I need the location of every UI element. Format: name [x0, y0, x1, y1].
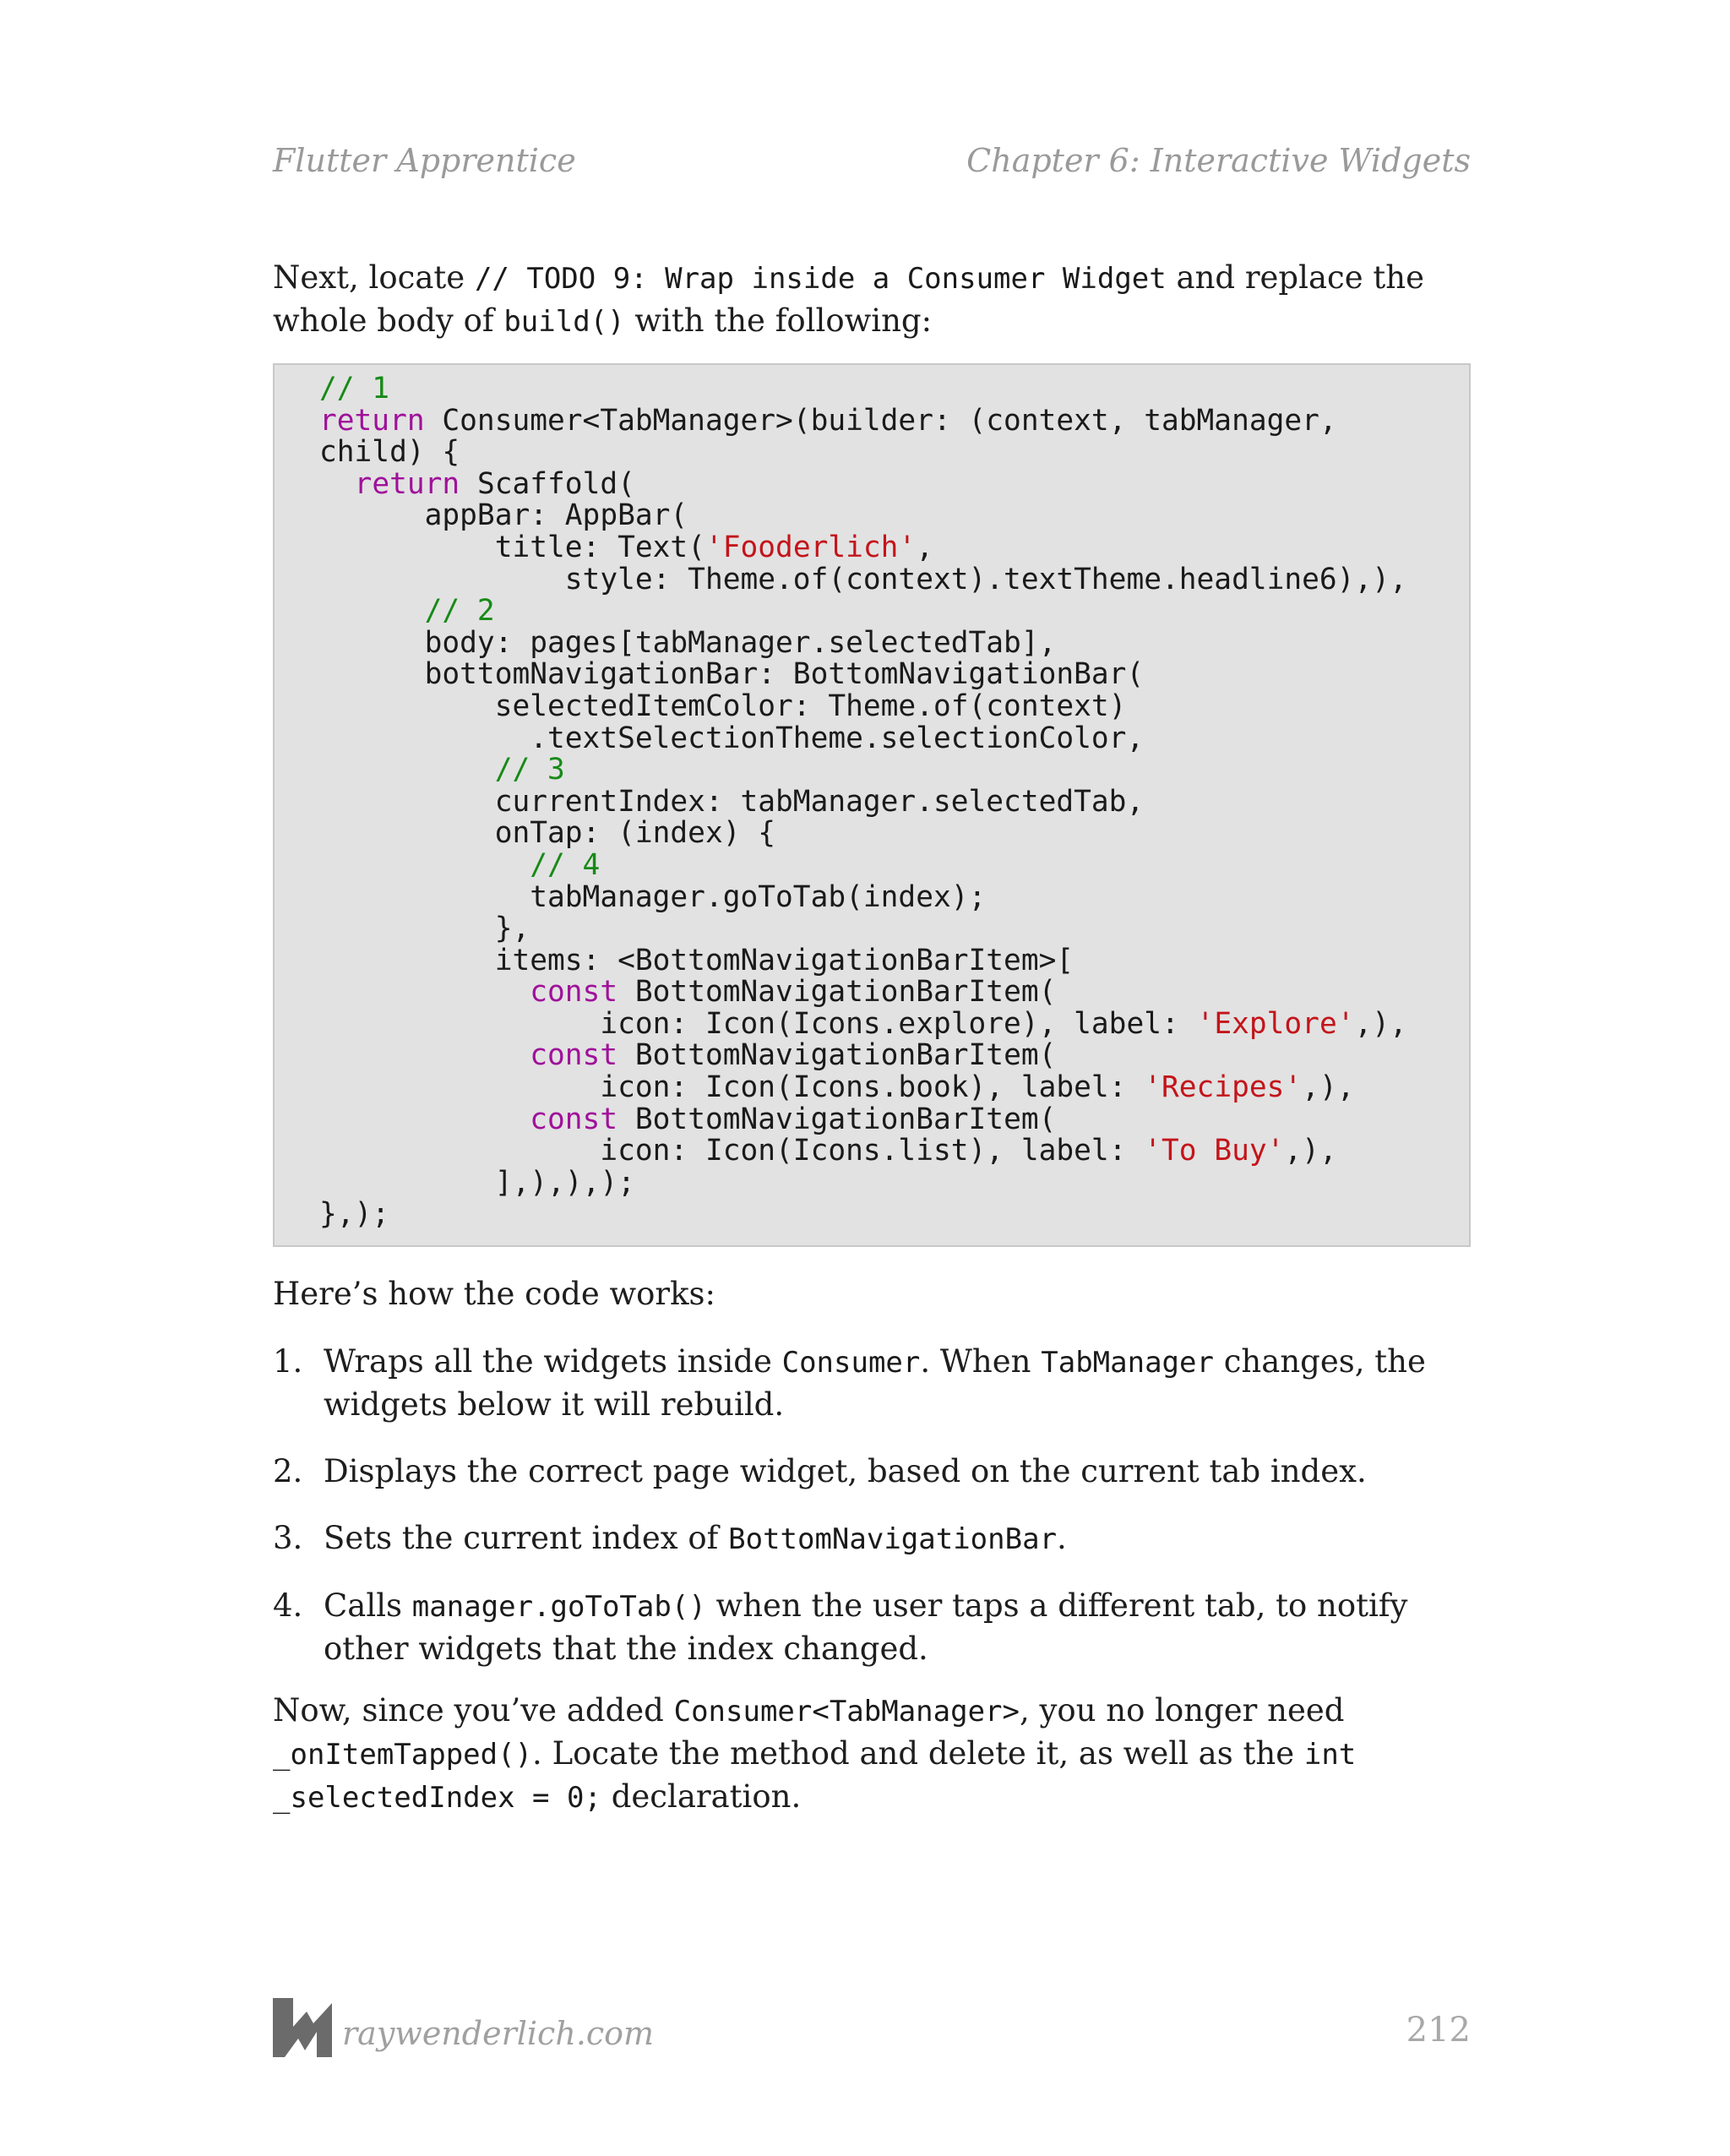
code-line — [319, 879, 1469, 914]
step-text: . When — [920, 1343, 1042, 1380]
code-line — [319, 754, 1469, 787]
closing-text-4: declaration. — [601, 1778, 802, 1815]
code-token-plain: ,), — [1302, 1070, 1355, 1105]
closing-text-3: . Locate the method and delete it, as well as the — [532, 1735, 1304, 1772]
code-token-plain — [319, 753, 495, 787]
code-token-plain: , — [916, 530, 933, 564]
code-token-plain: .textSelectionTheme.selectionColor, — [319, 721, 1145, 755]
intro-text-1: Next, locate — [273, 259, 475, 296]
code-token-plain: ],),),); — [319, 1165, 635, 1200]
intro-text-3: with the following: — [624, 302, 933, 339]
intro-code-build: build() — [503, 305, 625, 339]
code-line — [319, 1040, 1469, 1072]
closing-code-onitemtapped: _onItemTapped() — [273, 1738, 533, 1772]
footer-site-name[interactable]: raywenderlich.com — [342, 2015, 655, 2052]
code-line — [319, 373, 1469, 406]
code-line — [319, 564, 1469, 596]
code-line — [319, 977, 1469, 1009]
code-token-plain: Scaffold( — [460, 466, 635, 501]
code-line — [319, 818, 1469, 850]
code-token-plain: onTap: (index) { — [319, 816, 776, 851]
code-line — [319, 437, 1469, 469]
code-line — [319, 691, 1469, 723]
code-line — [319, 1104, 1469, 1136]
code-line — [319, 532, 1469, 564]
code-line — [319, 1006, 1469, 1041]
step-number: 3. — [273, 1520, 303, 1556]
code-line — [319, 500, 1469, 532]
step-text: Wraps all the widgets inside — [324, 1343, 782, 1380]
code-token-comment: // 1 — [319, 372, 390, 406]
step-number: 4. — [273, 1587, 303, 1624]
code-token-plain — [319, 594, 425, 628]
code-token-string: 'To Buy' — [1144, 1134, 1285, 1168]
code-token-plain: }, — [319, 912, 530, 946]
code-token-plain — [319, 1102, 530, 1136]
step-text: changes, the widgets below it will rebuild. — [324, 1343, 1426, 1423]
code-token-plain: icon: Icon(Icons.list), label: — [319, 1134, 1145, 1168]
code-line — [319, 945, 1469, 977]
step-text: . — [1057, 1520, 1067, 1556]
code-token-plain: appBar: AppBar( — [319, 498, 688, 533]
code-token-plain: items: <BottomNavigationBarItem>[ — [319, 943, 1074, 977]
step-text: when the user taps a different tab, to notify other widgets that the index changed. — [324, 1587, 1408, 1667]
step-inline-code: BottomNavigationBar — [728, 1522, 1058, 1556]
step-inline-code: manager.goToTab() — [411, 1590, 706, 1624]
code-token-keyword: const — [530, 975, 618, 1010]
code-token-plain: currentIndex: tabManager.selectedTab, — [319, 784, 1145, 819]
code-token-plain — [319, 1038, 530, 1072]
closing-code-selectedindex: int _selectedIndex = 0; — [273, 1738, 1357, 1815]
code-line — [319, 403, 1469, 438]
code-token-plain — [319, 975, 530, 1009]
code-token-comment: // 2 — [424, 594, 495, 629]
code-token-plain: style: Theme.of(context).textTheme.headline6),), — [319, 562, 1407, 596]
intro-paragraph-container — [273, 257, 1472, 343]
code-line — [319, 659, 1469, 691]
step-text: Displays the correct page widget, based on the current tab index. — [324, 1453, 1367, 1489]
code-token-plain: },); — [319, 1197, 390, 1232]
code-token-string: 'Recipes' — [1144, 1070, 1303, 1105]
code-token-plain — [319, 848, 530, 882]
steps-container — [273, 1341, 1472, 1695]
code-token-string: 'Explore' — [1196, 1006, 1355, 1041]
code-line — [319, 1165, 1469, 1200]
code-token-plain: bottomNavigationBar: BottomNavigationBar( — [319, 657, 1145, 692]
step-item — [273, 1341, 1472, 1426]
code-line — [319, 1072, 1469, 1104]
code-token-plain: BottomNavigationBarItem( — [617, 1038, 1057, 1073]
raywenderlich-logo-icon — [273, 1998, 332, 2057]
code-token-plain: icon: Icon(Icons.explore), label: — [319, 1006, 1197, 1041]
step-number: 2. — [273, 1453, 303, 1489]
code-line — [319, 1199, 1469, 1231]
code-line — [319, 913, 1469, 945]
code-token-plain — [319, 467, 355, 501]
step-item — [273, 1585, 1472, 1670]
code-token-plain: ,), — [1284, 1134, 1337, 1168]
code-token-comment: // 4 — [530, 847, 601, 882]
code-line — [319, 723, 1469, 755]
explain-intro-container — [273, 1273, 1472, 1315]
step-item — [273, 1517, 1472, 1560]
code-token-plain: icon: Icon(Icons.book), label: — [319, 1070, 1145, 1105]
code-token-string: 'Fooderlich' — [705, 530, 917, 564]
code-token-keyword: const — [530, 1102, 618, 1136]
intro-paragraph — [273, 257, 1472, 343]
code-token-plain: Consumer<TabManager>(builder: (context, tabManager, — [424, 403, 1337, 438]
step-item — [273, 1451, 1472, 1493]
step-inline-code: Consumer — [781, 1346, 921, 1380]
intro-code-todo: // TODO 9: Wrap inside a Consumer Widget — [474, 262, 1167, 296]
closing-code-consumer: Consumer<TabManager> — [673, 1695, 1020, 1729]
steps-list — [273, 1341, 1472, 1670]
code-token-keyword: return — [354, 466, 460, 501]
page-number: 212 — [1406, 2011, 1471, 2050]
intro-text-2: and replace the whole body of — [273, 259, 1424, 339]
closing-paragraph — [273, 1690, 1472, 1819]
code-token-plain: BottomNavigationBarItem( — [617, 1102, 1057, 1136]
code-token-plain: title: Text( — [319, 530, 705, 564]
running-head-chapter-title: Chapter 6: Interactive Widgets — [966, 142, 1471, 179]
explain-intro: Here’s how the code works: — [273, 1276, 715, 1312]
step-number: 1. — [273, 1343, 303, 1380]
step-text: Calls — [324, 1587, 412, 1624]
code-line — [319, 596, 1469, 628]
code-token-comment: // 3 — [494, 753, 565, 787]
code-token-plain: selectedItemColor: Theme.of(context) — [319, 689, 1127, 723]
running-head-book-title: Flutter Apprentice — [273, 142, 576, 179]
code-token-plain: BottomNavigationBarItem( — [617, 975, 1057, 1010]
code-token-plain: ,), — [1354, 1006, 1407, 1041]
closing-text-1: Now, since you’ve added — [273, 1692, 674, 1729]
code-token-keyword: return — [319, 403, 425, 438]
code-line — [319, 1135, 1469, 1168]
code-token-keyword: const — [530, 1038, 618, 1073]
code-token-plain: body: pages[tabManager.selectedTab], — [319, 625, 1057, 660]
code-line — [319, 784, 1469, 819]
step-text: Sets the current index of — [324, 1520, 729, 1556]
closing-paragraph-container — [273, 1690, 1472, 1819]
step-inline-code: TabManager — [1041, 1346, 1214, 1380]
code-line — [319, 625, 1469, 660]
code-token-plain: tabManager.goToTab(index); — [319, 879, 987, 914]
code-line — [319, 466, 1469, 501]
closing-text-2: , you no longer need — [1020, 1692, 1345, 1729]
code-block — [273, 363, 1471, 1247]
code-token-plain: child) { — [319, 435, 460, 470]
code-line — [319, 847, 1469, 882]
